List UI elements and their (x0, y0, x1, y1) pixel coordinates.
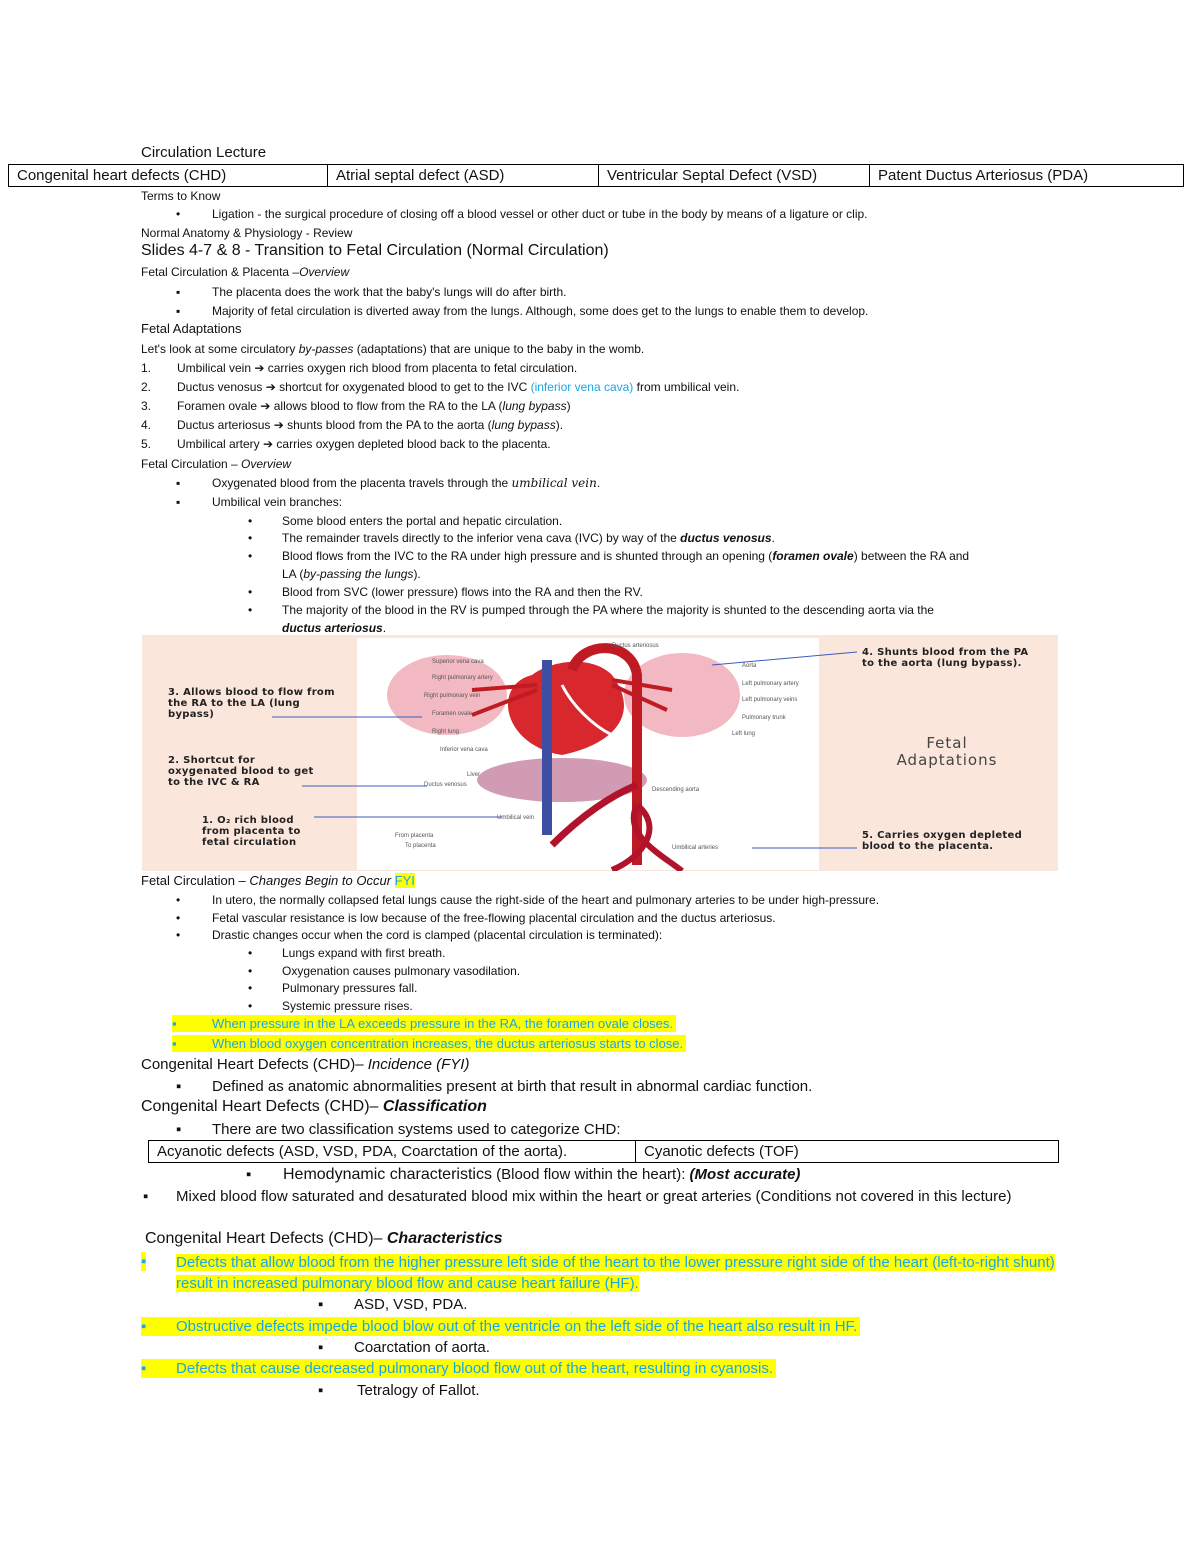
placenta-heading: Fetal Circulation & Placenta –Overview (141, 265, 350, 279)
header-cell-vsd: Ventricular Septal Defect (VSD) (599, 165, 870, 187)
normal-ap-heading: Normal Anatomy & Physiology - Review (141, 226, 353, 240)
adaptation-item-foramen-ovale: Foramen ovale ➔ allows blood to flow from the RA to the LA (lung bypass) (177, 399, 571, 413)
terms-heading: Terms to Know (141, 189, 221, 203)
adaptation-item-umbilical-vein: Umbilical vein ➔ carries oxygen rich blood from placenta to fetal circulation. (177, 361, 578, 375)
square-bullet: ▪ (318, 1296, 324, 1313)
changes-sub-item: Systemic pressure rises. (282, 999, 413, 1013)
callout-umbilical-artery: 5. Carries oxygen depleted blood to the placenta. (862, 830, 1023, 852)
fyi-badge: FYI (394, 873, 415, 888)
diagram-label: Foramen ovale (432, 711, 473, 717)
placenta-item: Majority of fetal circulation is diverted away from the lungs. Although, some does get to the lungs to enable them to develop. (212, 304, 869, 318)
diagram-label: From placenta (395, 833, 434, 839)
incidence-item: Defined as anatomic abnormalities present at birth that result in abnormal cardiac function. (212, 1078, 813, 1095)
hemodynamic-item: Hemodynamic characteristics (Blood flow within the heart): (Most accurate) (283, 1166, 801, 1183)
diagram-label: Right pulmonary artery (432, 675, 493, 681)
incidence-heading: Congenital Heart Defects (CHD)– Incidence (FYI) (141, 1056, 470, 1073)
square-bullet: ▪ (176, 476, 181, 490)
adaptation-num: 3. (141, 399, 152, 413)
overview-sub-item: Blood flows from the IVC to the RA under high pressure and is shunted through an opening (foramen ovale) between the RA and (282, 549, 970, 563)
changes-item: Drastic changes occur when the cord is clamped (placental circulation is terminated): (212, 928, 663, 942)
diagram-label: Left pulmonary artery (742, 681, 799, 687)
characteristics-heading: Congenital Heart Defects (CHD)– Characteristics (145, 1230, 503, 1247)
callout-ductus-venosus: 2. Shortcut for oxygenated blood to get to the IVC & RA (168, 755, 314, 788)
bullet: • (248, 531, 253, 545)
diagram-label: Umbilical vein (497, 815, 535, 821)
terms-item-ligation: Ligation - the surgical procedure of closing off a blood vessel or other duct or tube in the body by means of a ligature or clip. (212, 207, 868, 221)
diagram-label: To placenta (405, 843, 436, 849)
page-title: Circulation Lecture (141, 144, 267, 161)
header-table (8, 164, 1184, 187)
diagram-label: Liver (467, 772, 481, 778)
adaptation-num: 2. (141, 380, 152, 394)
bullet: • (248, 946, 253, 960)
callout-ductus-arteriosus: 4. Shunts blood from the PA to the aorta (lung bypass). (862, 647, 1029, 669)
overview-sub-item-cont: LA (by-passing the lungs). (282, 567, 421, 581)
cyanotic-cell: Cyanotic defects (TOF) (636, 1141, 1059, 1163)
bullet: • (176, 928, 181, 942)
classification-item: There are two classification systems used to categorize CHD: (212, 1121, 621, 1138)
diagram-label: Ductus venosus (424, 782, 467, 788)
bullet: • (248, 981, 253, 995)
characteristic-sub-item: Coarctation of aorta. (354, 1339, 490, 1356)
diagram-label: Descending aorta (652, 787, 700, 793)
adaptation-num: 1. (141, 361, 152, 375)
heart-shape (508, 662, 624, 755)
diagram-label: Left pulmonary veins (742, 697, 798, 703)
diagram-label: Superior vena cava (432, 659, 484, 665)
bullet: • (248, 999, 253, 1013)
diagram-label: Inferior vena cava (440, 747, 488, 753)
changes-item: In utero, the normally collapsed fetal lungs cause the right-side of the heart and pulmonary arteries to be under high-pressure. (212, 893, 880, 907)
square-bullet: ▪ (318, 1339, 324, 1356)
highlight-foramen-ovale: ▪ When pressure in the LA exceeds pressure in the RA, the foramen ovale closes. (172, 1015, 676, 1032)
highlight-ductus-arteriosus: ▪ When blood oxygen concentration increases, the ductus arteriosus starts to close. (172, 1035, 686, 1052)
characteristic-sub-item: Tetralogy of Fallot. (357, 1382, 480, 1399)
mixed-flow-item: Mixed blood flow saturated and desaturated blood mix within the heart or great arteries (Conditions not covered in this lecture) (176, 1188, 1012, 1205)
diagram-label: Umbilical arteries (672, 845, 719, 851)
overview-sub-item-cont: ductus arteriosus. (282, 621, 387, 635)
overview-sub-item: Some blood enters the portal and hepatic circulation. (282, 514, 563, 528)
square-bullet: ▪ (176, 1121, 182, 1138)
header-cell-pda: Patent Ductus Arteriosus (PDA) (870, 165, 1184, 187)
changes-heading: Fetal Circulation – Changes Begin to Occur FYI (141, 873, 415, 888)
bullet: • (176, 911, 181, 925)
changes-item: Fetal vascular resistance is low because of the free-flowing placental circulation and the ductus arteriosus. (212, 911, 776, 925)
diagram-label: Aorta (742, 663, 757, 669)
acyanotic-cell: Acyanotic defects (ASD, VSD, PDA, Coarctation of the aorta). (149, 1141, 636, 1163)
adaptations-heading: Fetal Adaptations (141, 321, 242, 336)
overview-heading: Fetal Circulation – Overview (141, 457, 292, 471)
callout-foramen-ovale: 3. Allows blood to flow from the RA to the LA (lung bypass) (168, 687, 335, 720)
figure-title: Fetal Adaptations (896, 734, 998, 769)
adaptation-num: 4. (141, 418, 152, 432)
changes-sub-item: Pulmonary pressures fall. (282, 981, 418, 995)
characteristic-obstructive: ▪ Obstructive defects impede blood blow out of the ventricle on the left side of the heart also result in HF. (141, 1317, 860, 1336)
adaptation-num: 5. (141, 437, 152, 451)
bullet: • (176, 893, 181, 907)
fetal-adaptations-figure (142, 635, 1058, 871)
callout-umbilical-vein: 1. O₂ rich blood from placenta to fetal circulation (202, 815, 301, 848)
changes-sub-item: Oxygenation causes pulmonary vasodilation. (282, 964, 521, 978)
square-bullet: ▪ (176, 304, 181, 318)
adaptation-item-ductus-arteriosus: Ductus arteriosus ➔ shunts blood from the PA to the aorta (lung bypass). (177, 418, 564, 432)
square-bullet: ▪ (176, 1078, 182, 1095)
adaptations-intro: Let's look at some circulatory by-passes (adaptations) that are unique to the baby in the womb. (141, 342, 645, 356)
bullet: • (248, 585, 253, 599)
bullet: • (248, 603, 253, 617)
bullet: • (176, 207, 181, 221)
square-bullet: ▪ (141, 1253, 147, 1270)
square-bullet: ▪ (143, 1188, 149, 1205)
classification-table (148, 1140, 1059, 1163)
bullet: • (248, 514, 253, 528)
diagram-label: Pulmonary trunk (742, 715, 786, 721)
header-cell-asd: Atrial septal defect (ASD) (328, 165, 599, 187)
diagram-label: Right pulmonary vein (424, 693, 481, 699)
square-bullet: ▪ (318, 1382, 324, 1399)
bullet: • (248, 549, 253, 563)
overview-sub-item: The majority of the blood in the RV is pumped through the PA where the majority is shunted to the descending aorta via the (282, 603, 934, 617)
slides-heading: Slides 4-7 & 8 - Transition to Fetal Circulation (Normal Circulation) (141, 242, 609, 259)
characteristic-decreased-flow: ▪ Defects that cause decreased pulmonary blood flow out of the heart, resulting in cyanosis. (141, 1359, 776, 1378)
adaptation-item-umbilical-artery: Umbilical artery ➔ carries oxygen depleted blood back to the placenta. (177, 437, 551, 451)
bullet: • (248, 964, 253, 978)
square-bullet: ▪ (176, 495, 181, 509)
adaptation-item-ductus-venosus: Ductus venosus ➔ shortcut for oxygenated blood to get to the IVC (inferior vena cava) from umbilical vein. (177, 380, 740, 394)
characteristic-sub-item: ASD, VSD, PDA. (354, 1296, 468, 1313)
overview-sub-item: Blood from SVC (lower pressure) flows into the RA and then the RV. (282, 585, 643, 599)
overview-item-branches: Umbilical vein branches: (212, 495, 343, 509)
header-cell-chd: Congenital heart defects (CHD) (9, 165, 328, 187)
changes-sub-item: Lungs expand with first breath. (282, 946, 446, 960)
square-bullet: ▪ (176, 285, 181, 299)
overview-item-oxygenated: Oxygenated blood from the placenta travels through the umbilical vein. (212, 476, 601, 490)
overview-sub-item: The remainder travels directly to the inferior vena cava (IVC) by way of the ductus venosus. (282, 531, 775, 545)
diagram-label: Ductus arteriosus (612, 643, 659, 649)
placenta-item: The placenta does the work that the baby's lungs will do after birth. (212, 285, 567, 299)
diagram-label: Right lung (432, 729, 460, 735)
classification-heading: Congenital Heart Defects (CHD)– Classification (141, 1098, 487, 1115)
characteristic-left-to-right-shunt: Defects that allow blood from the higher pressure left side of the heart to the lower pressure right side of the heart (left-to-right shunt) result in increased pulmonary blood flow and cause heart failure (HF). (176, 1254, 1055, 1292)
diagram-label: Left lung (732, 731, 756, 737)
square-bullet: ▪ (246, 1166, 252, 1183)
